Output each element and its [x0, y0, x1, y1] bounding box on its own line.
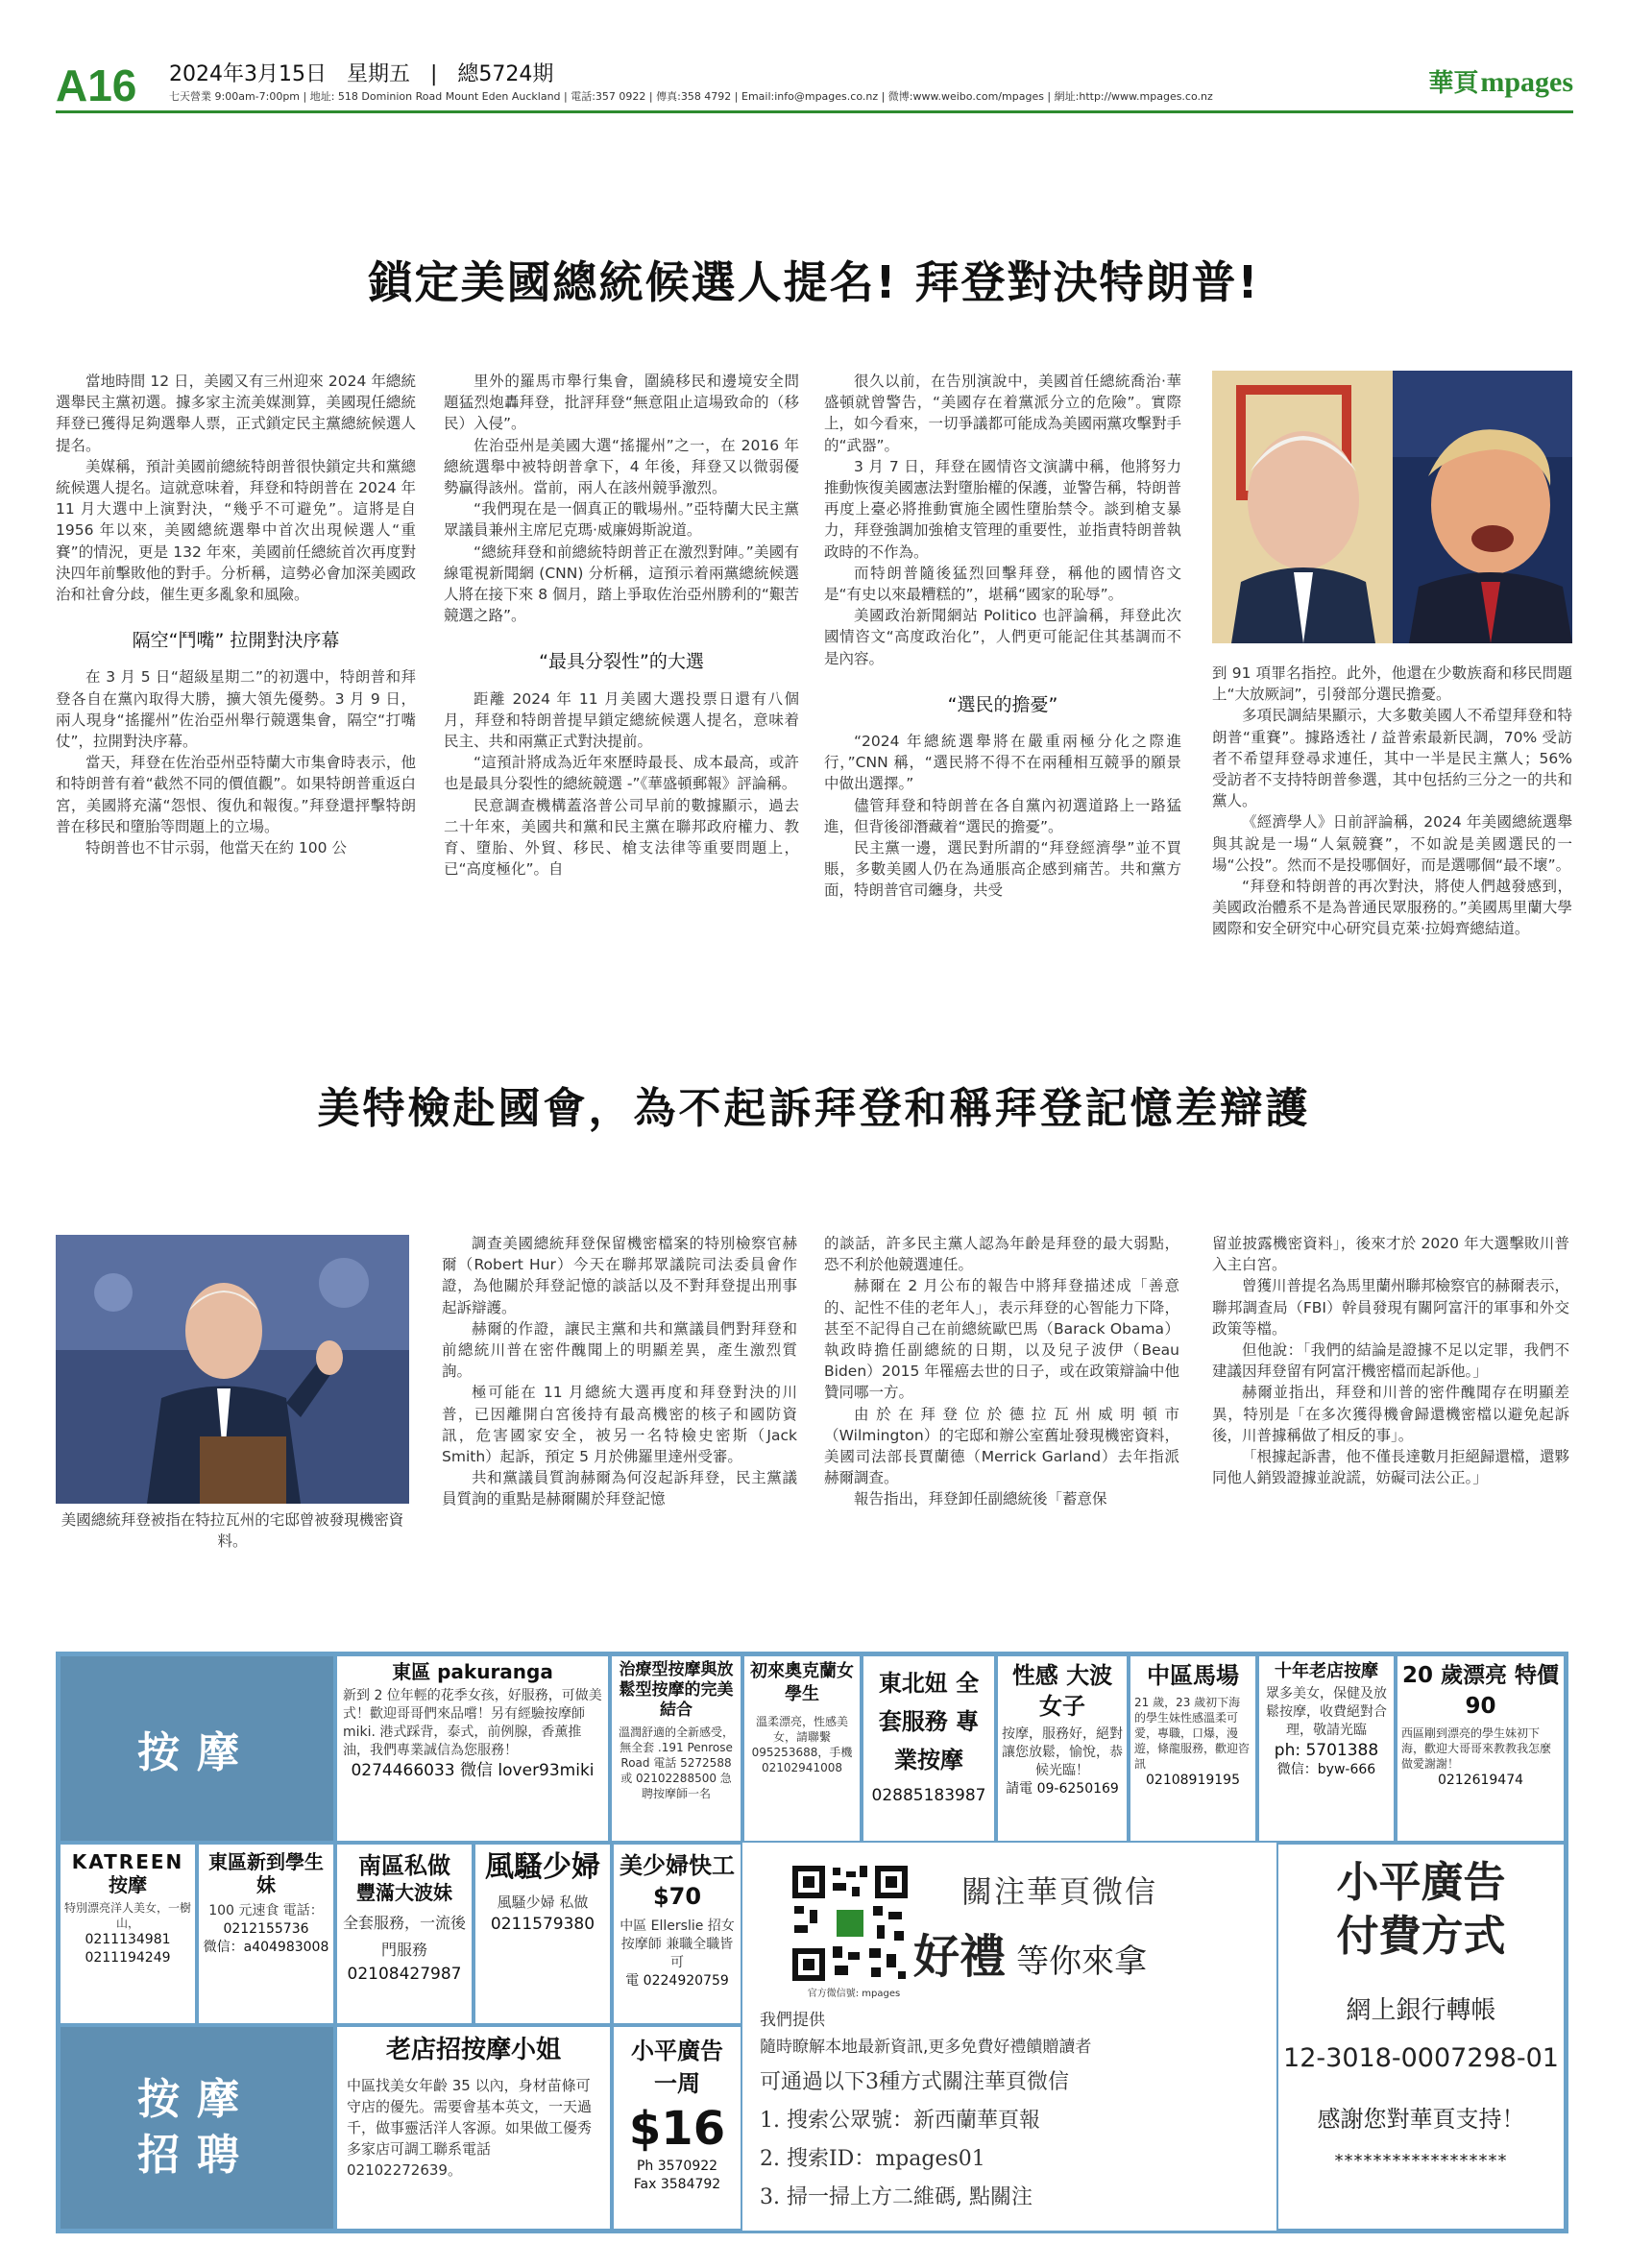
ad-phone: ph: 5701388 [1274, 1741, 1379, 1760]
category-recruitment [59, 2025, 335, 2231]
classified-ads [56, 1652, 1568, 2233]
ad-title: 美少婦快工 $70 [620, 1852, 735, 1910]
paragraph: 很久以前，在告別演說中，美國首任總統喬治·華盛頓就曾警告，“美國存在着黨派分立的危險”。實際上，如今看來，一切爭議都可能成為美國兩黨攻擊對手的“武器”。 [824, 373, 1182, 454]
page-number: A16 [56, 60, 137, 110]
weekday: 星期五 [346, 62, 410, 86]
ad-central-racecourse [1129, 1654, 1257, 1843]
paragraph: 的談話，許多民主黨人認為年齡是拜登的最大弱點，恐不利於他競選連任。 [824, 1235, 1179, 1274]
ad-sexy [996, 1654, 1129, 1843]
paragraph: 調查美國總統拜登保留機密檔案的特別檢察官赫爾（Robert Hur）今天在聯邦眾議院司法委員會作證，為他關於拜登記憶的談話以及不對拜登提出刑事起訴辯護。 [442, 1235, 797, 1316]
subheading: “最具分裂性”的大選 [539, 651, 704, 673]
ad-katreen [59, 1843, 197, 2025]
paragraph: “這預計將成為近年來歷時最長、成本最高，或許也是最具分裂性的總統競選 -”《華盛頓郵報》評論稱。 [444, 754, 799, 793]
ad-quick-70 [612, 1843, 742, 2025]
wechat-way-3: 3. 掃一掃上方二維碼, 點關注 [760, 2185, 1033, 2209]
ad-body: 中區找美女年齡 35 以內，身材苗條可守店的優先。需要會基本英文，一天過千，做事靈活洋人客源。如果做工優秀多家店可調工聯系電話 02102272639。 [347, 2077, 593, 2179]
ad-hiring-masseuse [335, 2025, 612, 2231]
ad-south-private [335, 1843, 474, 2025]
paragraph: 民主黨一邊，選民對所謂的“拜登經濟學”並不買賬，多數美國人仍在為通脹高企感到痛苦。共和黨方面，特朗普官司纏身，共受 [824, 839, 1181, 900]
paragraph: 曾獲川普提名為馬里蘭州聯邦檢察官的赫爾表示，聯邦調查局（FBI）幹員發現有關阿富汗的軍事和外交政策等檔。 [1212, 1277, 1570, 1338]
wechat-ways: 可通過以下3種方式關注華頁微信 [760, 2070, 1069, 2094]
ad-twenty-year-old [1396, 1654, 1566, 1843]
paragraph: 赫爾在 2 月公布的報告中將拜登描述成「善意的、記性不佳的老年人」，表示拜登的心智能力下降，甚至不記得自己在前總統歐巴馬（Barack Obama）執政時擔任副總統的日期，以及兒子波伊（Beau Biden）2015 年罹癌去世的日子，或在政策辯論中他贊同哪一方。 [824, 1277, 1179, 1402]
page-header [56, 56, 1573, 113]
pay-stars: ****************** [1334, 2151, 1508, 2171]
ad-fax: Fax 3584792 [633, 2177, 721, 2192]
ad-title: 東區新到學生妹 [208, 1850, 324, 1896]
paragraph: 里外的羅馬市舉行集會，圍繞移民和邊境安全問題猛烈炮轟拜登，批評拜登“無意阻止這場致命的（移民）入侵”。 [444, 373, 799, 433]
ad-price: $16 [628, 2102, 726, 2156]
ad-title: 治療型按摩與放鬆型按摩的完美結合 [619, 1660, 734, 1720]
ad-title: 風騷少婦 [485, 1850, 600, 1884]
paragraph: 《經濟學人》日前評論稱，2024 年美國總統選舉與其說是一場“人氣競賽”，不如說是美國選民的一場“公投”。然而不是投哪個好，而是選哪個“最不壞”。 [1212, 813, 1572, 874]
paragraph: 儘管拜登和特朗普在各自黨內初選道路上一路猛進，但背後卻潛藏着“選民的擔憂”。 [824, 796, 1181, 835]
wechat-way-2: 2. 搜索ID：mpages01 [760, 2147, 985, 2171]
date: 2024年3月15日 [169, 62, 327, 86]
wechat-title: 關注華頁微信 [961, 1873, 1158, 1910]
article2-col2 [824, 1233, 1179, 1510]
ad-phone: 0212155736 [223, 1921, 309, 1937]
paragraph: 赫爾並指出，拜登和川普的密件醜聞存在明顯差異，特別是「在多次獲得機會歸還機密檔以避免起訴後，川普據稱做了相反的事」。 [1212, 1384, 1569, 1444]
ad-phone: 0212619474 [1437, 1773, 1524, 1788]
paragraph: 3 月 7 日，拜登在國情咨文演講中稱，他將努力推動恢復美國憲法對墮胎權的保護，並警告稱，特朗普再度上臺必將推動實施全國性墮胎禁令。談到槍支暴力，拜登強調加強槍支管理的重要性，並指責特朗普執政時的不作為。 [824, 457, 1182, 561]
separator: | [430, 62, 438, 86]
ad-ten-year-shop [1257, 1654, 1396, 1843]
pay-title-2: 付費方式 [1336, 1912, 1506, 1961]
gift-small: 等你來拿 [1016, 1942, 1148, 1981]
paragraph: 共和黨議員質詢赫爾為何沒起訴拜登，民主黨議員質詢的重點是赫爾關於拜登記憶 [442, 1469, 797, 1508]
paragraph: 但他說：「我們的結論是證據不足以定罪，我們不建議因拜登留有阿富汗機密檔而起訴他。」 [1212, 1341, 1569, 1381]
paragraph: “2024 年總統選舉將在嚴重兩極分化之際進行，”CNN 稱，“選民將不得不在兩種相互競爭的願景中做出選擇。” [824, 733, 1181, 793]
paragraph: 「根據起訴書，他不僅長達數月拒絕歸還檔，還夥同他人銷毀證據並說謊，妨礙司法公正。」 [1212, 1448, 1570, 1487]
ad-body: 溫柔漂亮，性感美女，請聯繫 095253688，手機 02102941008 [751, 1715, 853, 1774]
article2-col3 [1212, 1233, 1569, 1488]
paragraph: 極可能在 11 月總統大選再度和拜登對決的川普，已因離開白宮後持有最高機密的核子和國防資訊，危害國家安全，被另一名特檢史密斯（Jack Smith）起訴，預定 5 月於佛羅里達州受審。 [442, 1384, 797, 1466]
category-line-2: 招聘 [137, 2131, 256, 2180]
paragraph: 報告指出，拜登卸任副總統後「蓄意保 [854, 1490, 1107, 1508]
ad-body: 中區 Ellerslie 招女按摩師 兼職全職皆可 [620, 1918, 735, 1970]
gift-big: 好禮 [913, 1930, 1007, 1984]
paragraph: “總統拜登和前總統特朗普正在激烈對陣。”美國有線電視新聞網 (CNN) 分析稱，這預示着兩黨總統候選人將在接下來 8 個月，踏上爭取佐治亞州勝利的“艱苦競選之路”。 [444, 543, 799, 625]
date-line [169, 58, 567, 87]
ad-title: 老店招按摩小姐 [385, 2036, 561, 2064]
photo-caption: 美國總統拜登被指在特拉瓦州的宅邸曾被發現機密資料。 [61, 1511, 404, 1550]
ad-northeast [862, 1654, 996, 1843]
ad-phone: 0211579380 [490, 1915, 595, 1934]
paragraph: 當天，拜登在佐治亞州亞特蘭大市集會時表示，他和特朗普有着“截然不同的價值觀”。如果特朗普重返白宮，美國將充滿“怨恨、復仇和報復。”拜登還抨擊特朗普在移民和墮胎等問題上的立場。 [56, 754, 416, 835]
pay-title-1: 小平廣告 [1336, 1858, 1506, 1907]
paragraph: 美國政治新聞網站 Politico 也評論稱，拜登此次國情咨文“高度政治化”，人們更可能記住其基調而不是內容。 [824, 607, 1181, 667]
ad-body: 特別漂亮洋人美女，一樹山， [64, 1901, 192, 1930]
article1-col1 [56, 371, 416, 858]
ad-wechat: 微信：a404983008 [203, 1940, 329, 1955]
paragraph: 而特朗普隨後猛烈回擊拜登，稱他的國情咨文是“有史以來最糟糕的”，堪稱“國家的恥辱”。 [824, 564, 1181, 604]
wechat-provide: 我們提供 [760, 2011, 825, 2030]
ad-title: 性感 大波女子 [1011, 1662, 1113, 1720]
article1-col2 [444, 371, 799, 880]
ad-title: 小平廣告 一周 [631, 2038, 723, 2097]
ad-title: 初來奧克蘭女學生 [750, 1661, 854, 1704]
ad-phone: 電 0224920759 [625, 1973, 729, 1989]
ad-student [742, 1654, 862, 1843]
paragraph: “拜登和特朗普的再次對決，將使人們越發感到，美國政治體系不是為普通民眾服務的。”美國馬里蘭大學國際和安全研究中心研究員克萊·拉姆齊總結道。 [1212, 878, 1572, 938]
ad-body: 100 元速食 電話： [208, 1903, 324, 1918]
ad-body: 溫潤舒適的全新感受，無全套 .191 Penrose Road 電話 5272588 或 02102288500 急聘按摩師一名 [618, 1725, 734, 1800]
issue-number: 總5724期 [457, 62, 554, 86]
article2-headline: 美特檢赴國會，為不起訴拜登和稱拜登記憶差辯護 [317, 1084, 1311, 1133]
paragraph: 由於在拜登位於德拉瓦州威明頓市（Wilmington）的宅邸和辦公室舊址發現機密資料，美國司法部長賈蘭德（Merrick Garland）去年指派赫爾調查。 [824, 1405, 1179, 1487]
wechat-desc: 隨時瞭解本地最新資訊,更多免費好禮饋贈讀者 [760, 2038, 1092, 2057]
ad-phone: 請電 09-6250169 [1006, 1781, 1119, 1797]
paragraph: 赫爾的作證，讓民主黨和共和黨議員們對拜登和前總統川普在密件醜聞上的明顯差異，產生激烈質詢。 [442, 1319, 797, 1381]
pay-bank: 網上銀行轉帳 [1346, 1996, 1496, 2025]
pay-account: 12-3018-0007298-01 [1283, 2043, 1559, 2073]
ad-phone: 02885183987 [871, 1786, 986, 1805]
qr-label: 官方微信號: mpages [807, 1989, 901, 1999]
ad-body: 全套服務，一流後門服務 [342, 1914, 466, 1959]
photo-graphic [56, 1235, 409, 1504]
ad-subtitle: 豐滿大波妹 [356, 1881, 452, 1904]
ad-subtitle: 按摩 [109, 1873, 147, 1896]
ad-title: 東北妞 全套服務 專業按摩 [878, 1670, 980, 1773]
article1-col3 [824, 371, 1181, 902]
paragraph: 到 91 項罪名指控。此外，他還在少數族裔和移民問題上“大放厥詞”，引發部分選民擔憂。 [1212, 664, 1572, 704]
paragraph: 留並披露機密資料」，後來才於 2020 年大選擊敗川普入主白宮。 [1212, 1235, 1569, 1274]
ad-title: 東區 pakuranga [392, 1660, 553, 1683]
logo [1428, 63, 1573, 99]
paragraph: 多項民調結果顯示，大多數美國人不希望拜登和特朗普“重賽”。據路透社 / 益普索最新民調，70% 受訪者不希望拜登尋求連任，其中一半是民主黨人；56% 受訪者不支持特朗普參選，其中包括約三分之一的共和黨人。 [1212, 707, 1572, 810]
ad-phone: 02108427987 [347, 1965, 462, 1984]
ad-body: 眾多美女，保健及放鬆按摩，收費絕對合理，敬請光臨 [1266, 1686, 1387, 1738]
paragraph: “我們現在是一個真正的戰場州。”亞特蘭大民主黨眾議員兼州主席尼克瑪·威廉姆斯說道。 [444, 500, 799, 540]
article1-headline: 鎖定美國總統候選人提名! 拜登對決特朗普! [368, 256, 1260, 308]
ad-title: 20 歲漂亮 特價 90 [1401, 1663, 1560, 1719]
ad-body: 西區剛到漂亮的學生妹初下海，歡迎大哥哥來教教我怎麼做愛謝謝！ [1401, 1726, 1552, 1771]
ad-phone: 0211134981 [85, 1932, 171, 1947]
ad-title: KATREEN [71, 1850, 184, 1873]
wechat-way-1: 1. 搜索公眾號：新西蘭華頁報 [760, 2109, 1040, 2133]
paragraph: 在 3 月 5 日“超級星期二”的初選中，特朗普和拜登各自在黨內取得大勝，擴大領先優勢。3 月 9 日，兩人現身“搖擺州”佐治亞州舉行競選集會，隔空“打嘴仗”，拉開對決序幕。 [56, 668, 416, 751]
ad-therapy-massage [610, 1654, 742, 1843]
paragraph: 當地時間 12 日，美國又有三州迎來 2024 年總統選舉民主黨初選。據多家主流美媒測算，美國現任總統拜登已獲得足夠選舉人票，正式鎖定民主黨總統候選人提名。 [56, 373, 416, 454]
ad-title: 十年老店按摩 [1275, 1661, 1378, 1681]
gift-line [913, 1919, 1147, 1986]
subheading: 隔空“鬥嘴” 拉開對決序幕 [132, 630, 340, 652]
ad-title: 南區私做 [358, 1852, 450, 1879]
logo-cn: 華頁 [1428, 69, 1479, 97]
ad-title: 中區馬場 [1147, 1662, 1239, 1689]
ad-phone: 0274466033 微信 lover93miki [351, 1761, 595, 1780]
biden-podium-photo [56, 1235, 409, 1504]
ad-small-ad-price [612, 2025, 742, 2231]
ad-body: 風騷少婦 私做 [497, 1894, 589, 1911]
ad-phone: 0211194249 [85, 1950, 171, 1966]
qr-code-icon[interactable] [789, 1862, 911, 1985]
subheading: “選民的擔憂” [947, 693, 1058, 715]
ad-wechat: 微信：byw-666 [1276, 1762, 1376, 1777]
article1-col4 [1212, 663, 1572, 940]
paragraph: 民意調查機構蓋洛普公司早前的數據顯示，過去二十年來，美國共和黨和民主黨在聯邦政府權力、教育、墮胎、外貿、移民、槍支法律等重要問題上，已“高度極化”。自 [444, 796, 799, 879]
ad-pakuranga [335, 1654, 610, 1843]
paragraph: 美媒稱，預計美國前總統特朗普很快鎖定共和黨總統候選人提名。這就意味着，拜登和特朗普在 2024 年 11 月大選中上演對決，“幾乎不可避免”。這將是自 1956 年以來，美國總統選舉中首次出現候選人“重賽”的情況，更是 132 年來，美國前任總統首次再度對決四年前擊敗他的對手。分析稱，這勢必會加深美國政治和社會分歧，催生更多亂象和風險。 [56, 457, 416, 604]
logo-en: mpages [1480, 66, 1573, 98]
ad-phone: Ph 3570922 [636, 2159, 718, 2174]
ad-east-student [197, 1843, 335, 2025]
paragraph: 距離 2024 年 11 月美國大選投票日還有八個月，拜登和特朗普提早鎖定總統候選人提名，意味着民主、共和兩黨正式對決提前。 [444, 689, 799, 751]
ad-flirty [474, 1843, 612, 2025]
article2-col1 [442, 1233, 797, 1510]
ad-body: 新到 2 位年輕的花季女孩，好服務，可做美式！歡迎哥哥們來品嚐！另有經驗按摩師 miki. 港式踩背，泰式，前例腺，香薰推油，我們專業誠信為您服務！ [343, 1688, 602, 1758]
category-line-1: 按摩 [137, 2075, 256, 2124]
ad-body: 按摩，服務好，絕對讓您放鬆，愉悅，恭候光臨！ [1002, 1726, 1123, 1778]
contact-line: 七天營業 9:00am-7:00pm | 地址: 518 Dominion Road Mount Eden Auckland | 電話:357 0922 | 傳真:358 4792 | Email:info@mpages.co.nz | 微博:www.weibo.com/mpages | 網址:http://www.mpages.co.nz [169, 90, 1213, 103]
ad-phone: 02108919195 [1146, 1773, 1240, 1788]
paragraph: 佐治亞州是美國大選“搖擺州”之一，在 2016 年總統選舉中被特朗普拿下，4 年後，拜登又以微弱優勢贏得該州。當前，兩人在該州競爭激烈。 [444, 436, 799, 497]
pay-thanks: 感謝您對華頁支持！ [1317, 2106, 1525, 2133]
biden-trump-photo [1212, 371, 1572, 643]
wechat-promo [742, 1843, 1276, 2231]
photo-graphic [1212, 371, 1572, 643]
ad-body: 21 歲，23 歲初下海的學生妹性感溫柔可愛，專職，口爆，漫遊，條龍服務，歡迎咨訊 [1134, 1696, 1251, 1771]
category-massage: 按摩 [59, 1654, 335, 1843]
payment-info [1276, 1843, 1566, 2231]
paragraph: 特朗普也不甘示弱，他當天在約 100 公 [85, 839, 347, 857]
